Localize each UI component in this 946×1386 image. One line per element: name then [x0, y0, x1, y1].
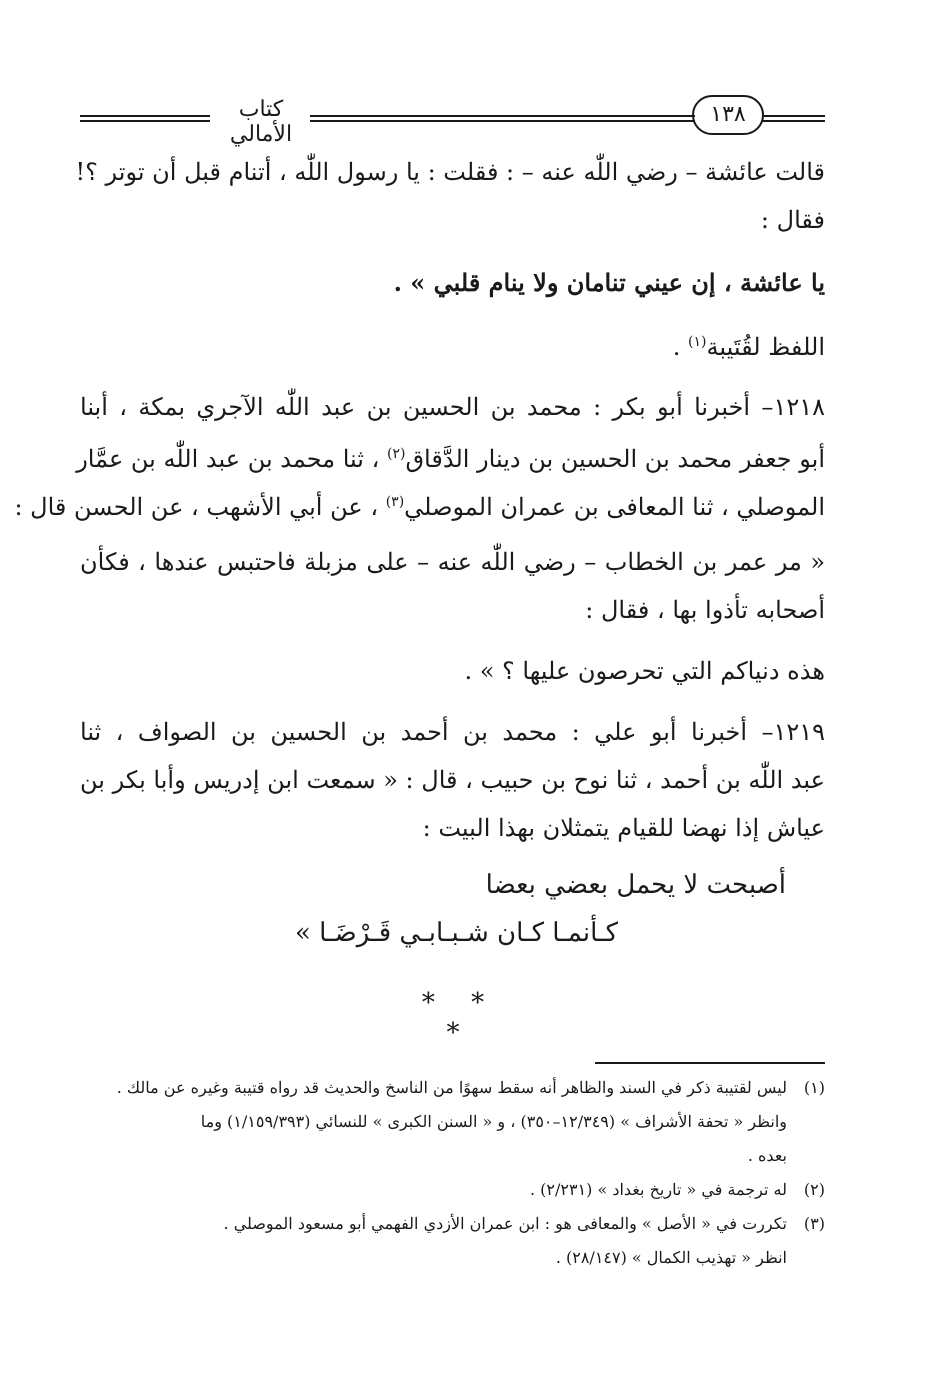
footnote-text: بعده .	[747, 1146, 787, 1165]
section-separator-stars: * * *	[421, 988, 499, 1048]
footnote-3-line	[80, 1246, 825, 1270]
footnote-1-line	[80, 1076, 825, 1100]
poem-verse-second: كـأنمـا كـان شـبـابـي قَـرْضَـا »	[294, 918, 618, 948]
footnote-3-line	[80, 1212, 825, 1236]
header-rule-middle	[310, 115, 695, 122]
footnote-1-line	[80, 1144, 825, 1168]
text-line: عبد اللّٰه بن أحمد ، ثنا نوح بن حبيب ، قال : « سمعت ابن إدريس وأبا بكر بن	[80, 766, 825, 794]
footnote-number: (٣)	[803, 1214, 825, 1233]
text-line: هذه دنياكم التي تحرصون عليها ؟ » .	[464, 657, 825, 685]
footnote-ref-2: (٢)	[386, 446, 406, 462]
text-span: الموصلي ، ثنا المعافى بن عمران الموصلي	[404, 493, 825, 521]
text-line: قالت عائشة – رضي اللّٰه عنه – : فقلت : يا رسول اللّٰه ، أتنام قبل أن توتر ؟!	[75, 158, 825, 186]
footnote-number: (٢)	[803, 1180, 825, 1199]
running-header	[80, 95, 825, 147]
footnote-text: ليس لقتيبة ذكر في السند والظاهر أنه سقط سهوًا من الناسخ والحديث قد رواه قتيبة وغيره عن مالك .	[116, 1078, 787, 1097]
text-line: ١٢١٩– أخبرنا أبو علي : محمد بن أحمد بن الحسين بن الصواف ، ثنا	[80, 718, 826, 746]
text-line	[76, 437, 825, 476]
book-title: كتاب الأمالي	[229, 97, 293, 147]
text-span: أبو جعفر محمد بن الحسين بن دينار الدَّقاق	[405, 445, 825, 473]
footnote-ref-3: (٣)	[385, 494, 405, 510]
footnote-text: انظر « تهذيب الكمال » (٢٨/١٤٧) .	[555, 1248, 787, 1267]
hadith-text-bold: يا عائشة ، إن عيني تنامان ولا ينام قلبي » .	[393, 268, 825, 297]
footnote-text: وانظر « تحفة الأشراف » (١٢/٣٤٩–٣٥٠) ، و « السنن الكبرى » للنسائي (١/١٥٩/٣٩٣) وما	[200, 1112, 787, 1131]
text-span: .	[672, 333, 688, 361]
footnote-ref-1: (١)	[688, 334, 707, 350]
text-span: ، عن أبي الأشهب ، عن الحسن قال :	[14, 493, 386, 521]
footnote-2-line	[80, 1178, 825, 1202]
footnote-divider	[595, 1062, 825, 1064]
page-number: ١٣٨	[692, 95, 764, 135]
text-line	[14, 485, 825, 524]
footnote-text: تكررت في « الأصل » والمعافى هو : ابن عمران الأزدي الفهمي أبو مسعود الموصلي .	[223, 1214, 787, 1233]
footnote-number: (١)	[803, 1078, 825, 1097]
text-line: فقال :	[760, 206, 825, 234]
header-rule-right	[763, 115, 825, 122]
text-line: عياش إذا نهضا للقيام يتمثلان بهذا البيت :	[422, 814, 825, 842]
text-span: ، ثنا محمد بن عبد اللّٰه بن عمَّار	[76, 445, 387, 473]
poem-verse-first: أصبحت لا يحمل بعضي بعضا	[485, 870, 786, 900]
text-line: أصحابه تأذوا بها ، فقال :	[585, 596, 825, 624]
text-line: « مر عمر بن الخطاب – رضي اللّٰه عنه – على مزبلة فاحتبس عندها ، فكأن	[80, 548, 825, 576]
header-rule-left	[80, 115, 210, 122]
footnote-text: له ترجمة في « تاريخ بغداد » (٢/٢٣١) .	[529, 1180, 787, 1199]
text-span: اللفظ لقُتَيبة	[706, 333, 825, 361]
footnote-1-line	[80, 1110, 825, 1134]
text-line: ١٢١٨– أخبرنا أبو بكر : محمد بن الحسين بن عبد اللّٰه الآجري بمكة ، أبنا	[80, 393, 825, 421]
text-line	[80, 325, 825, 364]
